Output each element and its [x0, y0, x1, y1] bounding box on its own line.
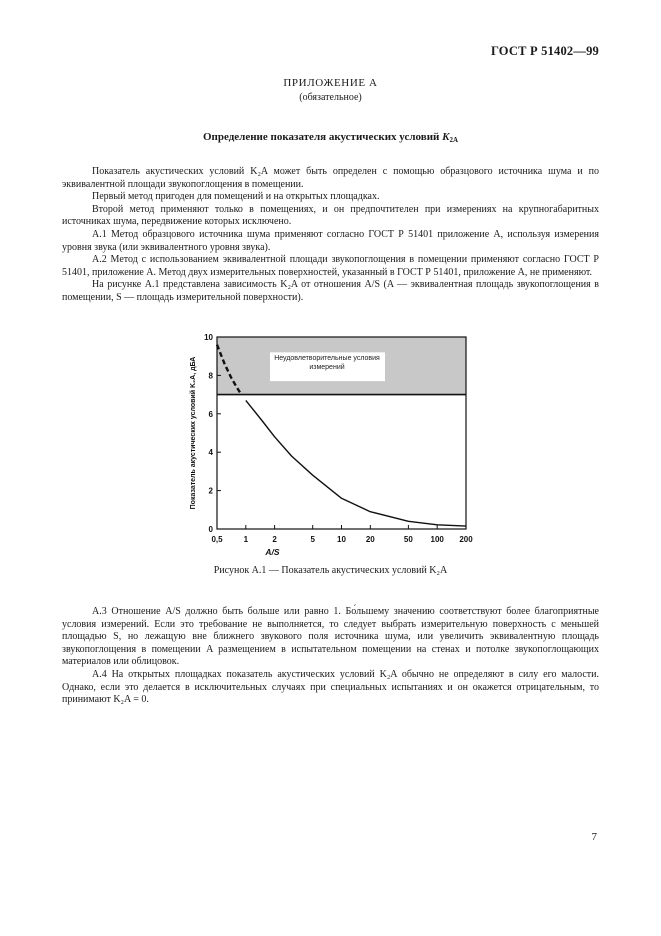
section-title-symbol-sub: 2A	[449, 136, 459, 144]
paragraph: Второй метод применяют только в помещениях, и он предпочтителен при измерениях на крупногабаритных источниках шума, передвижение которых исключено.	[62, 203, 599, 228]
x-tick-label: 200	[459, 535, 473, 544]
x-tick-label: 2	[272, 535, 277, 544]
y-tick-label: 2	[208, 486, 213, 496]
appendix-title: ПРИЛОЖЕНИЕ А	[283, 77, 378, 89]
section-title	[0, 131, 661, 143]
paragraph: На рисунке А.1 представлена зависимость K₂A от отношения A/S (A — эквивалентная площадь звукопоглощения в помещении, S — площадь измерительной поверхности).	[62, 279, 599, 303]
curve-solid-segment	[246, 400, 466, 526]
figure-caption: Рисунок А.1 — Показатель акустических условий K₂A	[213, 565, 448, 576]
paragraph: А.2 Метод с использованием эквивалентной площади звукопоглощения в помещении применяют согласно ГОСТ Р 51401, приложение А. Метод двух измерительных поверхностей, указанный в ГОСТ Р 51401, приложение А, не применяют.	[62, 254, 599, 278]
page-number: 7	[591, 831, 597, 843]
document-standard-header: ГОСТ Р 51402—99	[490, 44, 599, 58]
paragraph: Первый метод пригоден для помещений и на открытых площадках.	[92, 191, 380, 203]
y-tick-label: 0	[208, 525, 213, 534]
x-tick-label: 10	[337, 535, 346, 544]
y-tick-label: 4	[208, 448, 213, 458]
y-tick-label: 6	[208, 409, 213, 419]
y-tick-label: 8	[208, 371, 213, 381]
section-title-symbol: K	[442, 131, 450, 143]
y-axis-label: Показатель акустических условий K₂A, дБА	[190, 356, 197, 510]
shaded-region-label: Неудовлетворительные условия измерений	[274, 355, 380, 372]
appendix-status: (обязательное)	[299, 92, 362, 103]
paragraph: А.4 На открытых площадках показатель акустических условий K₂A обычно не определяют в силу его малости. Однако, если это делается в исключительных случаях при специальных испытаниях и он окажется отрицательным, то принимают K₂A = 0.	[62, 668, 599, 706]
figure-a1-chart	[0, 325, 661, 555]
x-axis-label: A/S	[265, 547, 280, 555]
paragraph: Показатель акустических условий K₂A может быть определен с помощью образцового источника шума и по эквивалентной площади звукопоглощения в помещении.	[62, 166, 599, 190]
section-title-text: Определение показателя акустических условий	[202, 131, 440, 143]
body-text-top	[62, 166, 599, 305]
x-tick-label: 5	[310, 535, 315, 544]
x-tick-label: 50	[403, 535, 413, 544]
paragraph: А.1 Метод образцового источника шума применяют согласно ГОСТ Р 51401 приложение А, используя измерения уровня звука (или эквивалентного уровня звука).	[62, 228, 599, 253]
y-tick-label: 10	[204, 333, 213, 342]
x-tick-label: 0,5	[211, 535, 223, 544]
body-text-bottom	[62, 606, 599, 707]
x-tick-label: 1	[243, 535, 249, 544]
x-tick-label: 20	[365, 535, 375, 544]
paragraph: А.3 Отношение A/S должно быть больше или равно 1. Бо́льшему значению соответствуют более благоприятные условия измерений. Если это требование не выполняется, то следует выбрать измерительную поверхность с меньшей площадью S, но лежащую вне ближнего звукового поля источника шума, или увеличить эквивалентную площадь звукопоглощения в помещении A размещением в испытательном помещении на стенах и потолке звукопоглощающих материалов или облицовок.	[62, 606, 599, 668]
x-tick-label: 100	[430, 535, 444, 544]
